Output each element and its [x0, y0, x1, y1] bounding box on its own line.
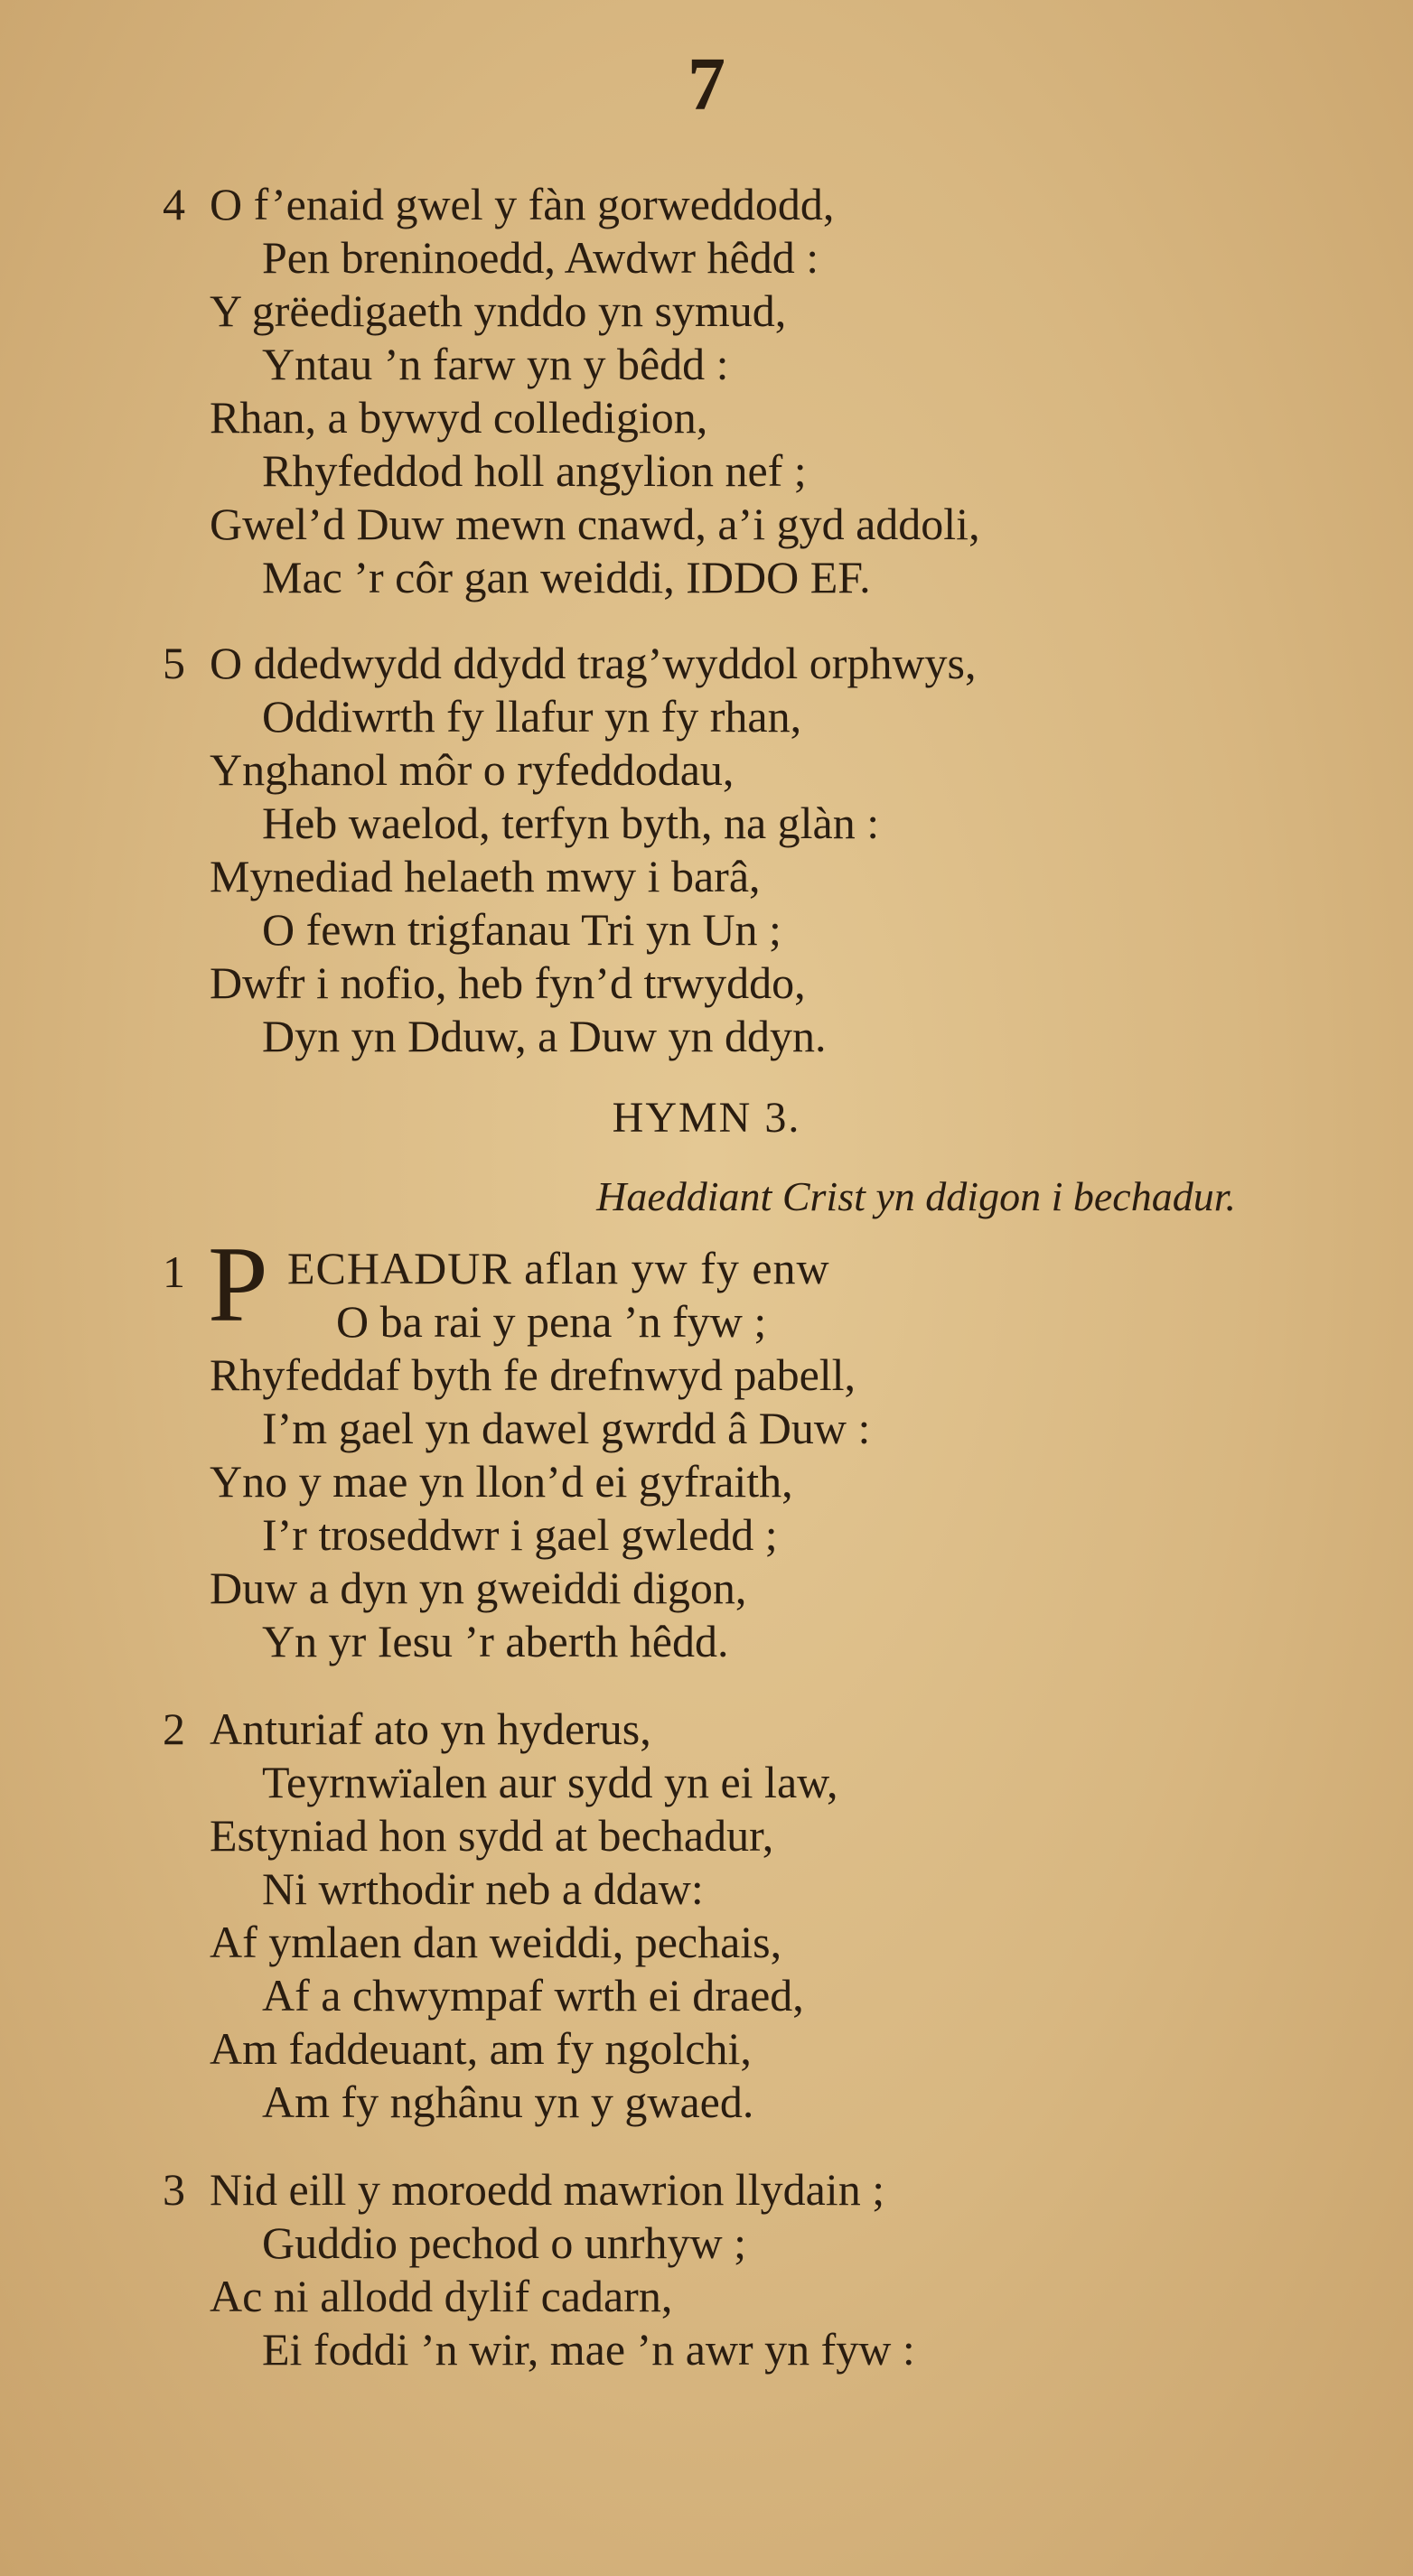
- hymn-title: HYMN 3.: [612, 1094, 801, 1142]
- verse-line: ECHADUR aflan yw fy enw: [287, 1243, 830, 1293]
- verse-line: Y grëedigaeth ynddo yn symud,: [210, 285, 787, 336]
- stanza-number: 1: [163, 1246, 185, 1297]
- verse-line: Ei foddi ’n wir, mae ’n awr yn fyw :: [262, 2324, 915, 2375]
- verse-line: Nid eill y moroedd mawrion llydain ;: [210, 2164, 885, 2215]
- verse-line: Ynghanol môr o ryfeddodau,: [210, 744, 735, 795]
- verse-line: Mynediad helaeth mwy i barâ,: [210, 851, 761, 901]
- verse-line: Teyrnwïalen aur sydd yn ei law,: [262, 1757, 838, 1807]
- verse-line: O ba rai y pena ’n fyw ;: [336, 1296, 767, 1347]
- verse-line: Pen breninoedd, Awdwr hêdd :: [262, 232, 819, 283]
- verse-line: Rhan, a bywyd colledigion,: [210, 392, 708, 443]
- drop-cap: P: [208, 1224, 268, 1344]
- hymn-subtitle: Haeddiant Crist yn ddigon i bechadur.: [596, 1173, 1236, 1219]
- verse-line: O fewn trigfanau Tri yn Un ;: [262, 904, 781, 955]
- verse-line: Rhyfeddaf byth fe drefnwyd pabell,: [210, 1349, 856, 1400]
- stanza-number: 2: [163, 1703, 185, 1754]
- verse-line: Af ymlaen dan weiddi, pechais,: [210, 1917, 782, 1967]
- verse-line: I’r troseddwr i gael gwledd ;: [262, 1509, 778, 1560]
- verse-line: Am fy nghânu yn y gwaed.: [262, 2077, 754, 2127]
- verse-line: Ni wrthodir neb a ddaw:: [262, 1863, 704, 1914]
- verse-line: Am faddeuant, am fy ngolchi,: [210, 2023, 752, 2074]
- verse-line: Yntau ’n farw yn y bêdd :: [262, 339, 729, 389]
- verse-line: Heb waelod, terfyn byth, na glàn :: [262, 798, 880, 848]
- verse-line: Rhyfeddod holl angylion nef ;: [262, 445, 807, 496]
- verse-line: Duw a dyn yn gweiddi digon,: [210, 1563, 747, 1613]
- verse-line: Anturiaf ato yn hyderus,: [210, 1703, 651, 1754]
- verse-line: Oddiwrth fy llafur yn fy rhan,: [262, 691, 802, 742]
- verse-line: Dyn yn Dduw, a Duw yn ddyn.: [262, 1011, 827, 1061]
- verse-line: Dwfr i nofio, heb fyn’d trwyddo,: [210, 957, 806, 1008]
- verse-line: Gwel’d Duw mewn cnawd, a’i gyd addoli,: [210, 499, 980, 549]
- stanza-number: 4: [163, 179, 185, 229]
- verse-line: Ac ni allodd dylif cadarn,: [210, 2271, 673, 2321]
- verse-line: O ddedwydd ddydd trag’wyddol orphwys,: [210, 638, 977, 688]
- stanza-number: 5: [163, 638, 185, 688]
- verse-line: Estyniad hon sydd at bechadur,: [210, 1810, 774, 1861]
- verse-line: I’m gael yn dawel gwrdd â Duw :: [262, 1403, 871, 1453]
- stanza-number: 3: [163, 2164, 185, 2215]
- page-number: 7: [688, 42, 725, 126]
- verse-line: Guddio pechod o unrhyw ;: [262, 2217, 747, 2268]
- verse-line: Af a chwympaf wrth ei draed,: [262, 1970, 804, 2021]
- verse-line: Yno y mae yn llon’d ei gyfraith,: [210, 1456, 793, 1507]
- verse-line: Mac ’r côr gan weiddi, IDDO EF.: [262, 552, 871, 602]
- verse-line: Yn yr Iesu ’r aberth hêdd.: [262, 1616, 729, 1666]
- verse-line: O f’enaid gwel y fàn gorweddodd,: [210, 179, 835, 229]
